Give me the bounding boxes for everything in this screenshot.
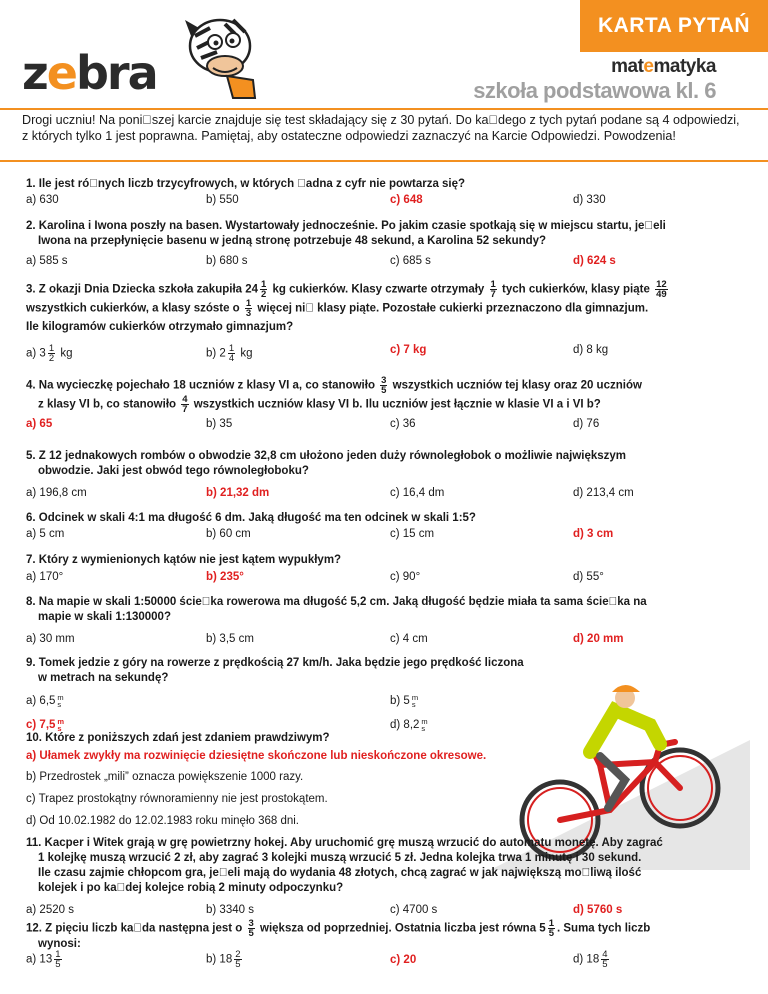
answer-a[interactable]: a) 6,5 m s — [26, 693, 64, 709]
answer-a[interactable]: a) 196,8 cm — [26, 487, 87, 499]
question-text: 9. Tomek jedzie z góry na rowerze z prędkością 27 km/h. Jaka będzie jego prędkość liczona w metrach na sekundę? — [26, 657, 524, 684]
answer-c[interactable]: c) 7,5 m s — [26, 717, 65, 733]
question-text: 7. Który z wymienionych kątów nie jest kątem wypukłym? — [26, 554, 342, 566]
question-text: 11. Kacper i Witek grają w grę powietrzny hokej. Aby uruchomić grę muszą wrzucić do automatu monetę. Aby zagrać 1 kolejkę muszą wrzucić 2 zł, aby zagrać 3 kolejki muszą wrzucić 5 zł. Jedna kolejka trwa 1 minutę i 30 sekund. Ile czasu zajmie chłopcom gra, je eli mają do wydania 48 złotych, chcą zagrać w jak największą mo liwą ilość kolejek i po ka dej kolejce robią 2 minuty odpoczynku? — [26, 837, 663, 894]
header — [0, 0, 768, 108]
answer-d[interactable]: d) Od 10.02.1982 do 12.02.1983 roku minęło 368 dni. — [26, 815, 300, 827]
answer-c[interactable]: c) 16,4 dm — [390, 487, 445, 499]
question-text: 4. Na wycieczkę pojechało 18 uczniów z klasy VI a, co stanowiło $\frac{3}{5}$ wszystkich uczniów tej klasy oraz 20 uczniów z klasy VI b, co stanowiło $\frac{4}{7}$ wszystkich uczniów klasy VI b. Ilu uczniów jest łącznie w klasie VI a i VI b? — [26, 375, 642, 415]
question-3 — [26, 279, 756, 364]
answer-a[interactable]: a) 13 $\frac{1}{5}$ — [26, 949, 61, 970]
question-7 — [26, 553, 756, 587]
page-title: KARTA PYTAŃ — [580, 0, 768, 52]
answer-d[interactable]: d) 624 s — [573, 255, 616, 267]
answer-a[interactable]: a) 5 cm — [26, 528, 65, 540]
answer-c[interactable]: c) 4 cm — [390, 633, 428, 645]
answer-a[interactable]: a) 170° — [26, 571, 64, 583]
answer-b[interactable]: b) 5 m s — [390, 693, 419, 709]
question-text: 1. Ile jest ró nych liczb trzycyfrowych, w których  adna z cyfr nie powtarza się? — [26, 178, 466, 190]
answer-c[interactable]: c) 4700 s — [390, 904, 438, 916]
answer-a[interactable]: a) 65 — [26, 418, 53, 430]
intro-text: Drogi uczniu! Na poni szej karcie znajduje się test składający się z 30 pytań. Do ka dego z tych pytań podane są 4 odpowiedzi, z których tylko 1 jest poprawna. Pamiętaj, aby ostateczne odpowiedzi zaznaczyć na Karcie Odpowiedzi. Powodzenia! — [0, 108, 768, 162]
answer-a[interactable]: a) 630 — [26, 194, 59, 206]
question-text: 6. Odcinek w skali 4:1 ma długość 6 dm. Jaką długość ma ten odcinek w skali 1:5? — [26, 512, 476, 524]
question-11 — [26, 836, 756, 920]
answer-c[interactable]: c) 90° — [390, 571, 421, 583]
answer-b[interactable]: b) 2 $\frac{1}{4}$ kg — [206, 343, 253, 364]
question-8 — [26, 595, 756, 649]
question-5 — [26, 449, 756, 503]
answer-a[interactable]: a) 3 $\frac{1}{2}$ kg — [26, 343, 73, 364]
answer-b[interactable]: b) 35 — [206, 418, 233, 430]
answer-c[interactable]: c) 36 — [390, 418, 416, 430]
answer-c[interactable]: c) Trapez prostokątny równoramienny nie jest prostokątem. — [26, 793, 328, 805]
answer-b[interactable]: b) 3340 s — [206, 904, 254, 916]
question-text: 2. Karolina i Iwona poszły na basen. Wystartowały jednocześnie. Po jakim czasie spotkają się w miejscu startu, je eli Iwona na przepłynięcie basenu w jedną stronę potrzebuje 48 sekund, a Karolina 52 sekundy? — [26, 220, 666, 247]
answer-b[interactable]: b) 680 s — [206, 255, 248, 267]
subject-label: matematyka — [611, 56, 716, 77]
question-text: 8. Na mapie w skali 1:50000 ście ka rowerowa ma długość 5,2 cm. Jaką długość będzie miała ta sama ście ka na mapie w skali 1:130000? — [26, 596, 647, 623]
answer-d[interactable]: d) 330 — [573, 194, 606, 206]
answer-a[interactable]: a) Ułamek zwykły ma rozwinięcie dziesiętne skończone lub nieskończone okresowe. — [26, 750, 487, 762]
question-text: 5. Z 12 jednakowych rombów o obwodzie 32,8 cm ułożono jeden duży równoległobok o możliwie największym obwodzie. Jaki jest obwód tego równoległoboku? — [26, 450, 627, 477]
answer-b[interactable]: b) 21,32 dm — [206, 487, 270, 499]
answer-c[interactable]: c) 648 — [390, 194, 423, 206]
answer-a[interactable]: a) 2520 s — [26, 904, 74, 916]
question-6 — [26, 511, 756, 544]
answer-d[interactable]: d) 8 kg — [573, 344, 609, 356]
question-12 — [26, 919, 756, 972]
answer-a[interactable]: a) 585 s — [26, 255, 68, 267]
answer-b[interactable]: b) 60 cm — [206, 528, 251, 540]
answer-d[interactable]: d) 3 cm — [573, 528, 614, 540]
question-10 — [26, 731, 756, 832]
answer-c[interactable]: c) 685 s — [390, 255, 431, 267]
answer-c[interactable]: c) 7 kg — [390, 344, 427, 356]
answer-d[interactable]: d) 5760 s — [573, 904, 623, 916]
answer-d[interactable]: d) 76 — [573, 418, 600, 430]
zebra-logo: zebra — [22, 46, 157, 100]
zebra-mascot-icon — [165, 6, 285, 106]
question-text: 3. Z okazji Dnia Dziecka szkoła zakupiła 24 $\frac{1}{2}$ kg cukierków. Klasy czwarte otrzymały $\frac{1}{7}$ tych cukierków, klasy piąte $\frac{12}{49}$ wszystkich cukierków, a klasy szóste o $\frac{1}{3}$ więcej ni  klasy piąte. Pozostałe cukierki przeznaczono dla gimnazjum. Ile kilogramów cukierków otrzymało gimnazjum? — [26, 279, 667, 333]
level-label: szkoła podstawowa kl. 6 — [473, 78, 716, 103]
answer-b[interactable]: b) 3,5 cm — [206, 633, 254, 645]
question-4 — [26, 376, 756, 434]
answer-d[interactable]: d) 55° — [573, 571, 604, 583]
answer-b[interactable]: b) 235° — [206, 571, 244, 583]
answer-d[interactable]: d) 8,2 m s — [390, 717, 428, 733]
answer-c[interactable]: c) 15 cm — [390, 528, 435, 540]
answer-b[interactable]: b) Przedrostek „mili” oznacza powiększenie 1000 razy. — [26, 771, 304, 783]
question-text: 12. Z pięciu liczb ka da następna jest o $\frac{3}{5}$ większa od poprzedniej. Ostatnia liczba jest równa 5 $\frac{1}{5}$ . Suma tych liczb wynosi: — [26, 918, 651, 950]
answer-c[interactable]: c) 20 — [390, 954, 417, 966]
question-1 — [26, 177, 756, 210]
answer-a[interactable]: a) 30 mm — [26, 633, 75, 645]
answer-d[interactable]: d) 213,4 cm — [573, 487, 634, 499]
answer-b[interactable]: b) 18 $\frac{2}{5}$ — [206, 949, 241, 970]
answer-b[interactable]: b) 550 — [206, 194, 239, 206]
question-2 — [26, 219, 756, 271]
question-text: 10. Które z poniższych zdań jest zdaniem prawdziwym? — [26, 732, 330, 744]
answer-d[interactable]: d) 20 mm — [573, 633, 624, 645]
answer-d[interactable]: d) 18 $\frac{4}{5}$ — [573, 949, 608, 970]
